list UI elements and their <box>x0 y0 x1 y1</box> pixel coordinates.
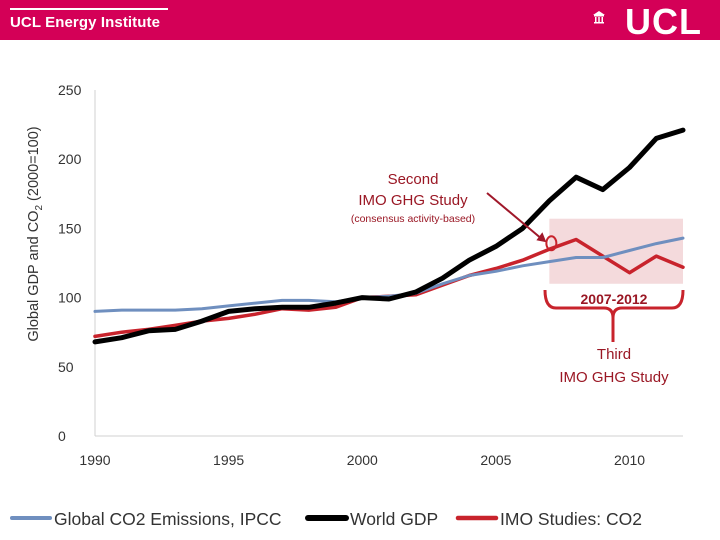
second-study-label-line2: IMO GHG Study <box>358 192 468 209</box>
x-tick-label: 2010 <box>613 452 646 468</box>
second-study-label-line3: (consensus activity-based) <box>350 213 476 225</box>
second-study-arrowhead <box>536 232 546 242</box>
y-tick-label: 100 <box>58 289 82 306</box>
legend-label-3: IMO Studies: CO2 <box>500 509 642 529</box>
third-study-label-line1: Third <box>596 346 632 363</box>
y-axis-title-main: Global GDP and CO <box>26 210 42 342</box>
third-study-shaded-region <box>549 219 683 284</box>
x-tick-label: 2005 <box>480 452 512 468</box>
second-study-label-line1: Second <box>387 171 439 188</box>
x-tick-label: 2000 <box>346 452 378 468</box>
portico-icon <box>592 10 606 24</box>
legend-label-2: World GDP <box>350 509 439 529</box>
y-tick-label: 250 <box>58 82 82 98</box>
x-tick-label: 1995 <box>213 452 245 468</box>
legend-label-1: Global CO2 Emissions, IPCC <box>54 509 282 529</box>
y-axis-title-tail: (2000=100) <box>26 126 42 205</box>
x-tick-label: 1990 <box>79 452 111 468</box>
y-axis-title-subscript: 2 <box>33 204 45 211</box>
period-label: 2007-2012 <box>580 291 648 307</box>
third-study-label-line2: IMO GHG Study <box>559 369 669 386</box>
header-title: UCL Energy Institute <box>10 14 161 31</box>
line-chart <box>0 40 720 540</box>
header-bar <box>0 0 720 40</box>
y-tick-label: 50 <box>58 358 74 375</box>
y-tick-label: 0 <box>58 428 66 444</box>
y-tick-label: 150 <box>58 220 82 237</box>
y-tick-label: 200 <box>58 151 82 168</box>
ucl-logo: UCL <box>625 1 702 42</box>
header-rule <box>10 8 168 10</box>
